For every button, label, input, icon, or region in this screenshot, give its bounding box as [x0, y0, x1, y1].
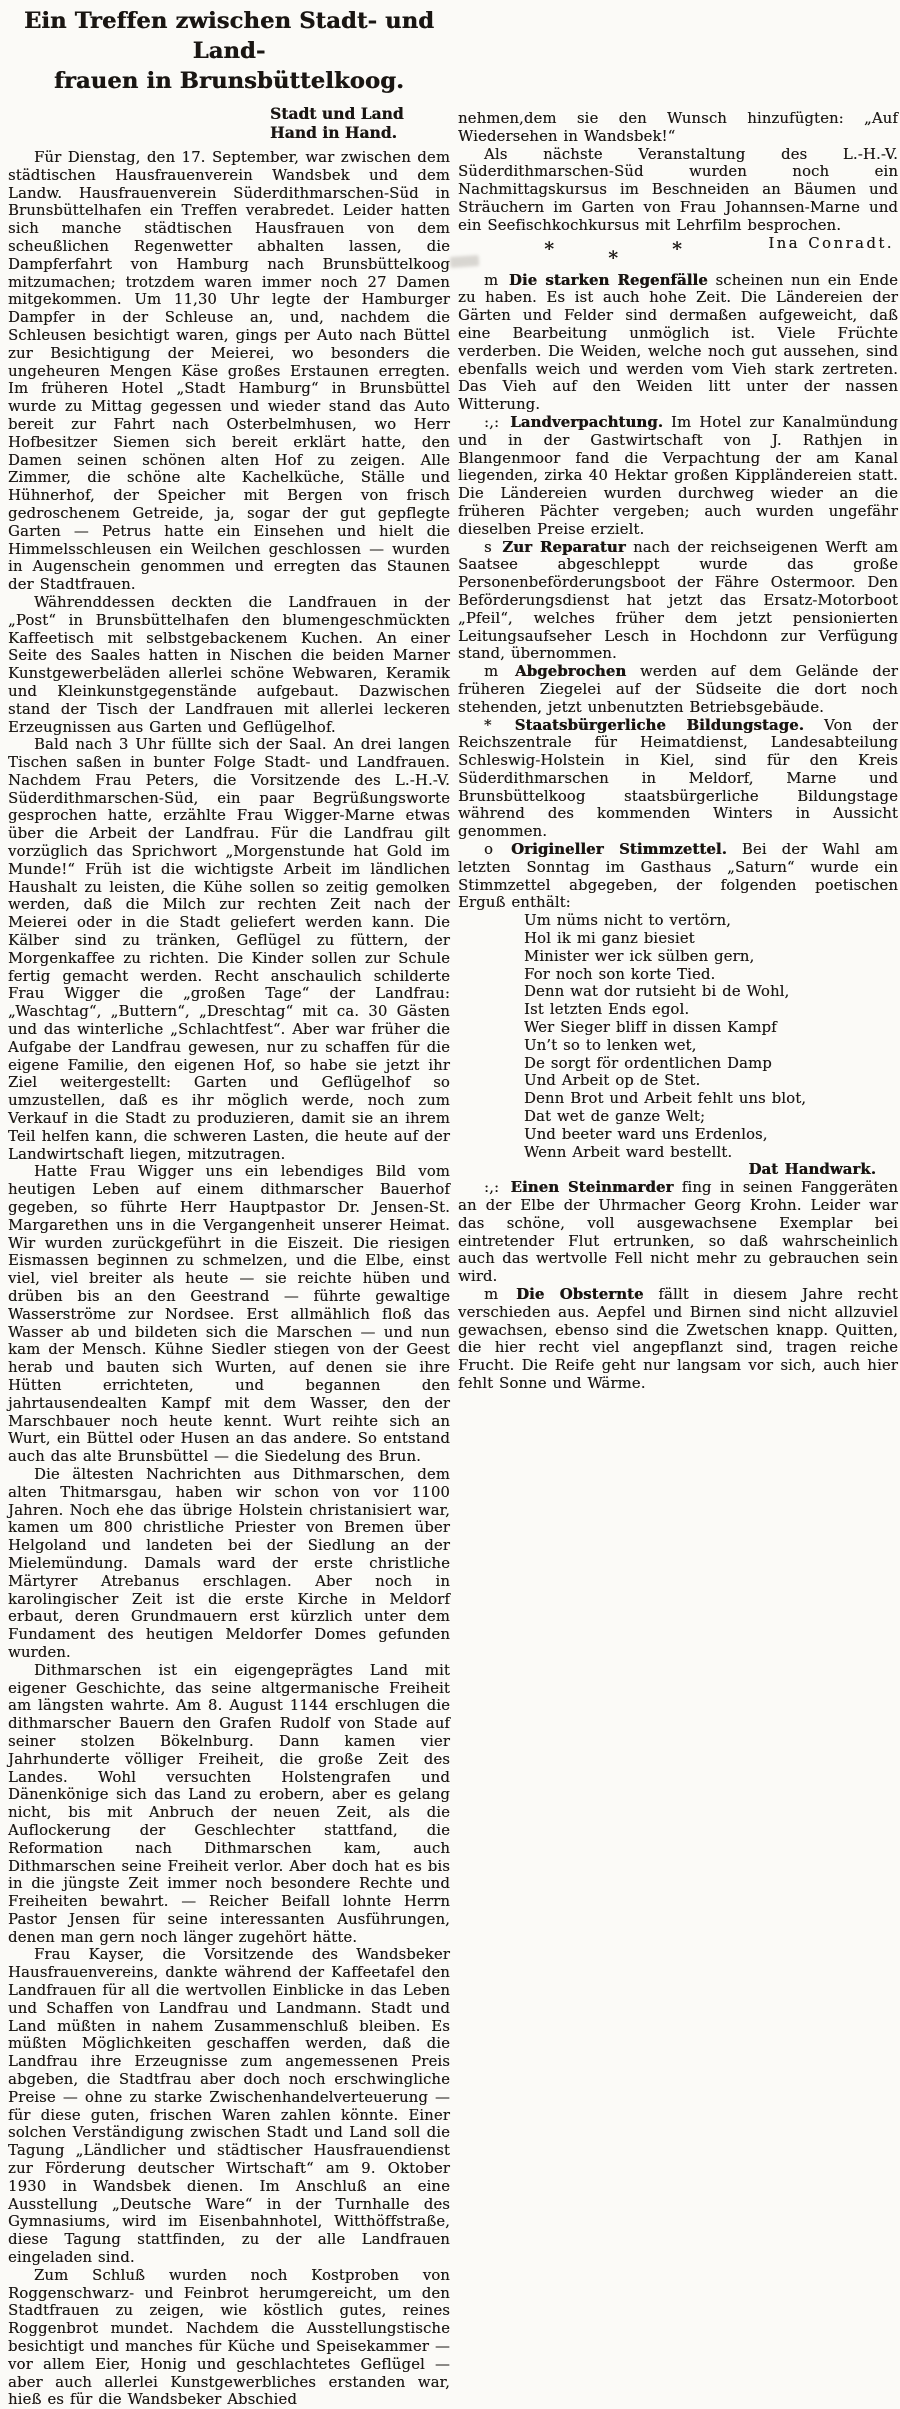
news-item: [458, 539, 898, 664]
news-item-text: Im Hotel zur Kanalmündung und in der Gastwirtschaft von J. Rathjen in Blangenmoor fand die Verpachtung der am Kanal liegenden, zirka 40 Hektar großen Kippländereien statt. Die Ländereien wurden durchweg wieder an die früheren Pächter vergeben; auch wurden ungefähr dieselben Preise erzielt.: [458, 413, 898, 538]
poem-line: Denn Brot und Arbeit fehlt uns blot,: [524, 1090, 807, 1108]
poem-line: De sorgt för ordentlichen Damp: [524, 1054, 772, 1072]
article-paragraph: Dithmarschen ist ein eigengeprägtes Land mit eigener Geschichte, das seine altgermanische Freiheit am längsten wahrte. Am 8. August 1144 erschlugen die dithmarscher Bauern den Grafen Rudolf von Stade auf seiner stolzen Bökelnburg. Dann kamen vier Jahrhunderte völliger Freiheit, die große Zeit des Landes. Wohl versuchten Holstengrafen und Dänenkönige sich das Land zu erobern, aber es gelang nicht, bis mit Anbruch der neuen Zeit, als die Auflockerung der Geschlechter stattfand, die Reformation nach Dithmarschen kam, auch Dithmarschen seine Freiheit verlor. Aber doch hat es bis in die jüngste Zeit immer noch besondere Rechte und Freiheiten bewahrt. — Reicher Beifall lohnte Herrn Pastor Jensen für seine interessanten Ausführungen, denen man gern noch länger zugehört hätte.: [8, 1661, 450, 1946]
article-paragraph: Währenddessen deckten die Landfrauen in der „Post“ in Brunsbüttelhafen den blumengeschmückten Kaffeetisch mit selbstgebackenem Kuchen. An einer Seite des Saales hatten in Nischen die beiden Marner Kunstgewerbeläden allerlei schöne Webwaren, Keramik und Kleinkunstgegenstände aufgebaut. Dazwischen stand der Tisch der Landfrauen mit allerlei leckeren Erzeugnissen aus Garten und Geflügelhof.: [8, 593, 450, 736]
poem-line: Minister wer ick sülben gern,: [524, 947, 755, 965]
poem: [458, 912, 898, 1161]
news-item-lead: :,:: [484, 1179, 500, 1197]
section-separator: [458, 238, 768, 268]
news-item-text: werden auf dem Gelände der früheren Ziegelei auf der Südseite die dort noch stehenden, jetzt unbenutzten Betriebsgebäude.: [458, 663, 898, 716]
headline-line-1: Ein Treffen zwischen Stadt- und Land-: [23, 8, 435, 64]
left-column: [8, 6, 450, 2409]
poem-line: Wer Sieger bliff in dissen Kampf: [524, 1019, 777, 1037]
asterisk-icon: *: [608, 246, 619, 269]
article-paragraph: Für Dienstag, den 17. September, war zwischen dem städtischen Hausfrauenverein Wandsbek und dem Landw. Hausfrauenverein Süderdithmarschen-Süd in Brunsbüttelhafen ein Treffen verabredet. Leider hatten sich manche städtischen Hausfrauen von dem scheußlichen Regenwetter abhalten lassen, die Dampferfahrt von Hamburg nach Brunsbüttelkoog mitzumachen; trotzdem waren immer noch 27 Damen mitgekommen. Um 11,30 Uhr legte der Hamburger Dampfer in der Schleuse an, und, nachdem die Schleusen besichtigt waren, gings per Auto nach Büttel zur Besichtigung der Meierei, wo besonders die ungeheuren Mengen Käse großes Erstaunen erregten. Im früheren Hotel „Stadt Hamburg“ in Brunsbüttel wurde zu Mittag gegessen und wieder stand das Auto bereit zur Fahrt nach Osterbelmhusen, wo Herr Hofbesitzer Siemen sich bereit erklärt hatte, den Damen seinen schönen alten Hof zu zeigen. Alle Zimmer, die schöne alte Kachelküche, Ställe und Hühnerhof, der Speicher mit Bergen von frisch gedroschenem Getreide, ja, sogar der gut gepflegte Garten — Petrus hatte ein Einsehen und hielt die Himmelsschleusen ein Weilchen geschlossen — wurden in Augenschein genommen und erregten das Staunen der Stadtfrauen.: [8, 149, 450, 594]
article-paragraph: Bald nach 3 Uhr füllte sich der Saal. An drei langen Tischen saßen in bunter Folge Stadt- und Landfrauen. Nachdem Frau Peters, die Vorsitzende des L.-H.-V. Süderdithmarschen-Süd, ein paar Begrüßungsworte gesprochen hatte, erzählte Frau Wigger-Marne etwas über die Arbeit der Landfrau. Für die Landfrau gilt vorzüglich das Sprichwort „Morgenstunde hat Gold im Munde!“ Früh ist die wichtigste Arbeit im ländlichen Haushalt zu leisten, die Kühe sollen so zeitig gemolken werden, daß die Milch zur rechten Zeit nach der Meierei oder in die Stadt geliefert werden kann. Die Kälber sind zu tränken, Geflügel zu füttern, der Morgenkaffee zu richten. Die Kinder sollen zur Schule fertig gemacht werden. Recht anschaulich schilderte Frau Wigger die „großen Tage“ der Landfrau: „Waschtag“, „Buttern“, „Dreschtag“ mit ca. 30 Gästen und das winterliche „Schlachtfest“. Aber war früher die Aufgabe der Landfrau gewesen, nur zu schaffen für die eigene Familie, den eigenen Hof, so habe sie jetzt ihr Ziel weitergestellt: Garten und Geflügelhof so umzustellen, daß es ihr möglich werde, noch zum Verkauf in die Stadt zu produzieren, damit sie an ihrem Teil helfen kann, die schweren Lasten, die heute auf der Landwirtschaft liegen, mitzutragen.: [8, 736, 450, 1163]
poem-line: Hol ik mi ganz biesiet: [524, 930, 695, 948]
poem-line: Denn wat dor rutsieht bi de Wohl,: [524, 983, 790, 1001]
margin-smudge-artifact: [450, 255, 480, 268]
asterisk-icon: *: [672, 237, 683, 260]
article-motto: [270, 104, 450, 142]
news-item: [458, 272, 898, 414]
news-item-lead: m: [484, 663, 499, 681]
news-item-text: fing in seinen Fanggeräten an der Elbe der Uhrmacher Georg Krohn. Leider war das schöne, voll ausgewachsene Exemplar bei eintretender Flut ertrunken, so daß wahrscheinlich auch das wertvolle Fell nicht mehr zu gebrauchen sein wird.: [458, 1179, 898, 1286]
news-item-lead: m: [484, 1286, 499, 1303]
headline-line-2: frauen in Brunsbüttelkoog.: [53, 68, 405, 94]
news-item-text: nach der reichseigenen Werft am Saatsee abgeschleppt wurde das große Personenbeförderungsboot der Fähre Ostermoor. Den Beförderungsdienst hat jetzt das Ersatz-Motorboot „Pfeil“, welches früher dem jetzt pensionierten Leitungsaufseher Lesch in Hochdonn zur Verfügung stand, übernommen.: [458, 538, 899, 663]
news-item-title: Die starken Regenfälle: [508, 271, 708, 289]
motto-line-1: Stadt und Land: [270, 104, 404, 123]
article-paragraph: Zum Schluß wurden noch Kostproben von Roggenschwarz- und Feinbrot herumgereicht, um den Stadtfrauen zu zeigen, wie köstlich gutes, reines Roggenbrot mundet. Nachdem die Ausstellungstische besichtigt und manches für Küche und Speisekammer — vor allem Eier, Honig und geschlachtetes Geflügel — aber auch allerlei Kunstgewerbliches erstanden war, hieß es für die Wandsbeker Abschied: [8, 2266, 450, 2409]
article-paragraph: Die ältesten Nachrichten aus Dithmarschen, dem alten Thitmarsgau, haben wir schon von vor 1100 Jahren. Noch ehe das übrige Holstein christanisiert war, kamen um 800 christliche Priester von Bremen über Helgoland und landeten bei der Siedlung an der Mielemündung. Damals ward der erste christliche Märtyrer Atrebanus erschlagen. Aber noch in karolingischer Zeit ist die erste Kirche in Meldorf erbaut, deren Grundmauern erst kürzlich unter dem Fundament des heutigen Meldorfer Domes gefunden wurden.: [8, 1465, 450, 1661]
news-item-text: Von der Reichszentrale für Heimatdienst, Landesabteilung Schleswig-Holstein in Kiel, sind für den Kreis Süderdithmarschen in Meldorf, Marne und Brunsbüttelkoog staatsbürgerliche Bildungstage während des kommenden Winters in Aussicht genommen.: [458, 716, 899, 841]
motto-line-2: Hand in Hand.: [270, 123, 397, 142]
article-paragraph: Hatte Frau Wigger uns ein lebendiges Bild vom heutigen Leben auf einem dithmarscher Bauerhof gegeben, so führte Herr Hauptpastor Dr. Jensen-St. Margarethen uns in die Vergangenheit unserer Heimat. Wir wurden zurückgeführt in die Eiszeit. Die riesigen Eismassen beginnen zu schmelzen, und die Elbe, einst viel, viel breiter als heute — sie reichte hüben und drüben bis an den Geestrand — führte gewaltige Wasserströme zur Nordsee. Erst allmählich floß das Wasser ab und bildeten sich die Marschen — und nun kam der Mensch. Kühne Siedler stiegen von der Geest herab und bauten sich Wurten, auf denen sie ihre Hütten errichteten, und begannen den jahrtausendealten Kampf mit dem Wasser, den der Marschbauer noch heute kennt. Wurt reihte sich an Wurt, ein Büttel oder Husen an das andere. So entstand auch das alte Brunsbüttel — die Siedelung des Brun.: [8, 1163, 450, 1466]
news-item-title: Origineller Stimmzettel.: [511, 841, 727, 859]
news-item-title: Abgebrochen: [514, 663, 627, 681]
article-paragraph: Frau Kayser, die Vorsitzende des Wandsbeker Hausfrauenvereins, dankte während der Kaffeetafel den Landfrauen für all die wertvollen Einblicke in das Leben und Schaffen von Landfrau und Landmann. Stadt und Land müßten in nahem Zusammenschluß bleiben. Es müßten Möglichkeiten geschaffen werden, daß die Landfrau ihre Erzeugnisse zum angemessenen Preis abgeben, die Stadtfrau aber doch noch erschwingliche Preise — ohne zu starke Zwischenhandelverteuerung — für diese guten, frischen Waren zahlen könnte. Einer solchen Verständigung zwischen Stadt und Land soll die Tagung „Ländlicher und städtischer Hausfrauendienst zur Förderung deutscher Wirtschaft“ am 9. Oktober 1930 in Wandsbek dienen. Im Anschluß an eine Ausstellung „Deutsche Ware“ in der Turnhalle des Gymnasiums, wird im Eisenbahnhotel, Witthöffstraße, diese Tagung stattfinden, zu der alle Landfrauen eingeladen sind.: [8, 1946, 450, 2267]
poem-line: Und beeter ward uns Erdenlos,: [524, 1125, 768, 1143]
asterisk-icon: *: [544, 237, 555, 260]
news-item-text: Bei der Wahl am letzten Sonntag im Gasthaus „Saturn“ wurde ein Stimmzettel abgegeben, der folgenden poetischen Erguß enthält:: [458, 841, 899, 912]
poem-line: Wenn Arbeit ward bestellt.: [524, 1143, 733, 1161]
news-item-text: scheinen nun ein Ende zu haben. Es ist auch hohe Zeit. Die Ländereien der Gärten und Felder sind dermaßen aufgeweicht, daß eine Bearbeitung unmöglich ist. Viele Früchte verderben. Die Weiden, welche noch gut aussehen, sind ebenfalls weich und werden vom Vieh stark zertreten. Das Vieh auf den Weiden litt unter der nassen Witterung.: [458, 271, 898, 414]
news-item: [458, 1286, 898, 1393]
article-headline: [8, 6, 450, 96]
article-closing-paragraph: [458, 145, 898, 252]
news-item: [458, 841, 898, 912]
news-item: [458, 1179, 898, 1286]
poem-line: Um nüms nicht to vertörn,: [524, 912, 731, 930]
poem-signature: Dat Handwark.: [748, 1161, 876, 1179]
news-item-lead: m: [484, 271, 499, 289]
news-item-title: Zur Reparatur: [502, 538, 626, 556]
poem-line: Ist letzten Ends egol.: [524, 1001, 690, 1019]
news-item-lead: o: [484, 841, 494, 859]
article-continuation-paragraph: nehmen,dem sie den Wunsch hinzufügten: „Auf Wiedersehen in Wandsbek!“: [458, 110, 898, 145]
news-item-title: Einen Steinmarder: [510, 1179, 674, 1197]
news-item: [458, 414, 898, 539]
news-item-lead: s: [484, 538, 492, 556]
poem-line: Und Arbeit op de Stet.: [524, 1072, 701, 1090]
poem-line: Un’t so to lenken wet,: [524, 1036, 697, 1054]
news-item-lead: :,:: [484, 413, 500, 431]
news-item-title: Landverpachtung.: [510, 413, 664, 431]
author-signature: Ina Conradt.: [768, 234, 894, 252]
news-item: [458, 717, 898, 842]
poem-line: Dat wet de ganze Welt;: [524, 1108, 706, 1126]
news-item-title: Staatsbürgerliche Bildungstage.: [514, 716, 804, 734]
right-column: [458, 110, 898, 1393]
poem-line: For noch son korte Tied.: [524, 965, 716, 983]
news-item: [458, 663, 898, 716]
news-item-lead: *: [484, 716, 492, 734]
closing-text: Als nächste Veranstaltung des L.-H.-V. Süderdithmarschen-Süd wurden noch ein Nachmittagskursus im Beschneiden an Bäumen und Sträuchern im Garten von Frau Johannsen-Marne und ein Seefischkochkursus mit Lehrfilm besprochen.: [458, 145, 898, 234]
news-item-title: Die Obsternte: [516, 1286, 644, 1303]
news-item-text: fällt in diesem Jahre recht verschieden aus. Aepfel und Birnen sind nicht allzuviel gewachsen, ebenso sind die Zwetschen knapp. Quitten, die hier recht viel angepflanzt sind, tragen reiche Frucht. Die Reife geht nur langsam vor sich, auch hier fehlt Sonne und Wärme.: [458, 1286, 899, 1392]
